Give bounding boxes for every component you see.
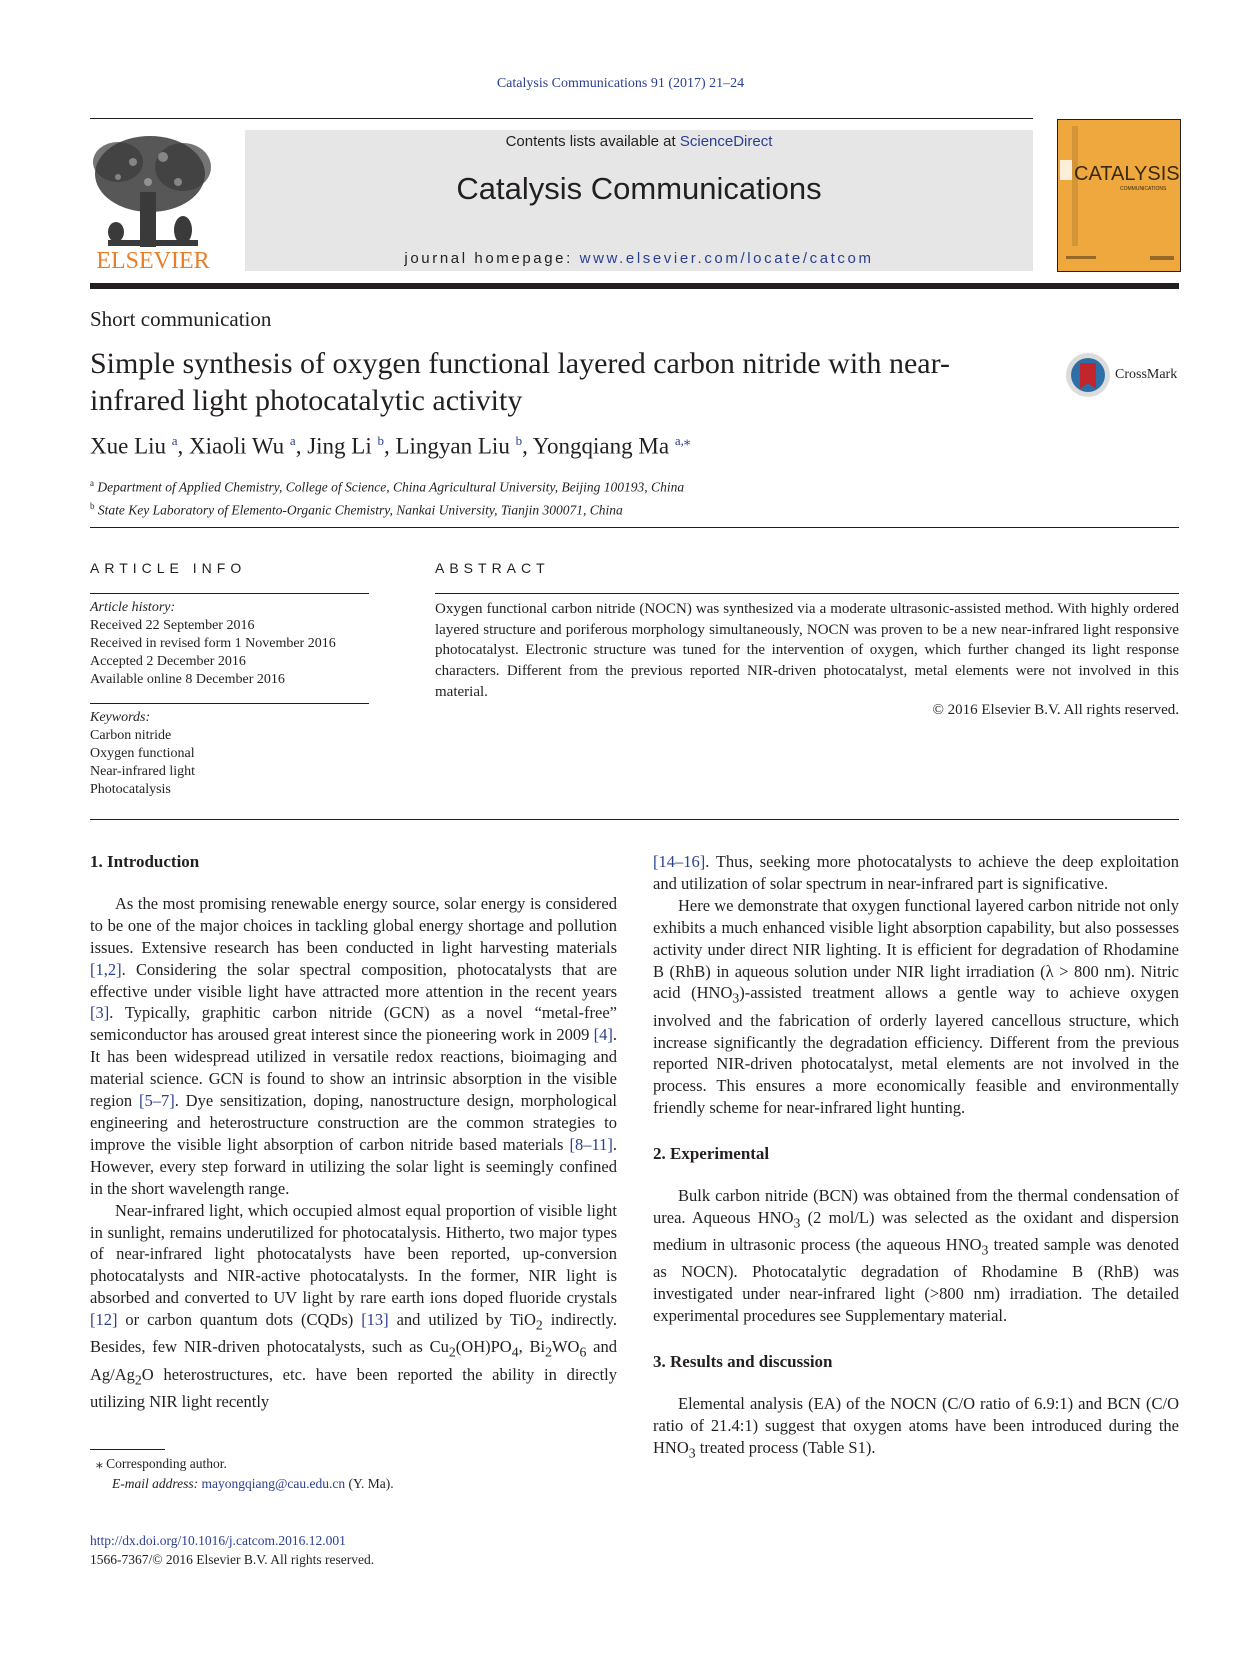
journal-homepage-link[interactable]: www.elsevier.com/locate/catcom <box>579 250 874 267</box>
abstract-copyright: © 2016 Elsevier B.V. All rights reserved. <box>932 702 1179 718</box>
citation-link[interactable]: [5–7] <box>138 1091 175 1111</box>
doi-link[interactable]: http://dx.doi.org/10.1016/j.catcom.2016.12.001 <box>90 1533 346 1548</box>
abstract-heading: ABSTRACT <box>435 560 550 576</box>
keywords-label: Keywords: <box>90 710 151 725</box>
body-right-column <box>653 851 1179 1464</box>
keyword: Near-infrared light <box>90 764 196 779</box>
footnotes <box>90 1454 394 1494</box>
doi-block <box>90 1531 374 1569</box>
paragraph: Bulk carbon nitride (BCN) was obtained from the thermal condensation of urea. Aqueous $HNO_3$ (2 mol/L) was selected as the oxidant and dispersion medium in ultrasonic process (the aqueous $HNO_3$ treated sample was denoted as NOCN). Photocatalytic degradation of Rhodamine B (RhB) was investigated under near-infrared light (>800 nm) irradiation. The detailed experimental procedures see Supplementary material. <box>653 1186 1180 1326</box>
svg-text:ELSEVIER: ELSEVIER <box>96 248 210 274</box>
citation-link[interactable]: [8–11] <box>569 1134 613 1154</box>
footnote-rule <box>90 1449 165 1450</box>
section-rule <box>90 527 1179 528</box>
info-rule <box>90 703 369 704</box>
journal-cover-image <box>1058 120 1180 271</box>
affiliations <box>90 474 684 519</box>
article-type: Short communication <box>90 307 272 331</box>
body-left-column <box>90 851 617 1413</box>
journal-cover[interactable] <box>1057 119 1181 272</box>
svg-text:CATALYSIS: CATALYSIS <box>1074 163 1180 185</box>
keyword: Oxygen functional <box>90 746 195 761</box>
section-heading: 3. Results and discussion <box>653 1352 833 1372</box>
author-name: Xiaoli Wu <box>189 433 285 459</box>
citation-link[interactable]: [13] <box>361 1310 389 1330</box>
crossmark-badge[interactable] <box>1065 352 1177 398</box>
svg-text:COMMUNICATIONS: COMMUNICATIONS <box>1120 186 1167 192</box>
info-rule <box>90 593 369 594</box>
elsevier-tree-icon <box>88 132 218 274</box>
author-list: Xue Liu $^a$, Xiaoli Wu $^a$, Jing Li $^b$, Lingyan Liu $^b$, Yongqiang Ma $^{a,⁎}$ <box>90 433 691 459</box>
section-rule <box>90 819 1179 820</box>
paragraph: Here we demonstrate that oxygen functional layered carbon nitride not only exhibits a much enhanced visible light absorption capability, but also possesses activity under direct NIR lighting. It is efficient for degradation of Rhodamine B (RhB) in aqueous solution under NIR light irradiation (λ > 800 nm). Nitric acid $(HNO_3)$-assisted treatment allows a gentle way to achieve oxygen involved and the fabrication of orderly layered cancellous structure, which increase significantly the degradation efficiency. Different from the previous reported NIR-driven photocatalyst, metal elements are not involved in the process. This ensures a more economically feasible and environmentally friendly scheme for near-infrared light hunting. <box>653 895 1179 1118</box>
author-name: Xue Liu <box>90 433 167 459</box>
history-item: Available online 8 December 2016 <box>90 672 285 687</box>
citation-link[interactable]: [12] <box>90 1310 118 1330</box>
crossmark-icon <box>1065 352 1111 398</box>
author-name: Jing Li <box>307 433 372 459</box>
citation-link[interactable]: [14–16] <box>653 852 706 871</box>
author-affiliation-mark[interactable]: a <box>289 433 296 448</box>
author-affiliation-mark[interactable]: b <box>377 433 384 448</box>
keyword: Carbon nitride <box>90 728 172 743</box>
citation-link[interactable]: [4] <box>593 1025 613 1045</box>
email-link[interactable]: mayongqiang@cau.edu.cn <box>201 1476 346 1491</box>
crossmark-label: CrossMark <box>1115 367 1178 382</box>
author-affiliation-mark[interactable]: a,⁎ <box>674 433 691 448</box>
header-thick-rule <box>90 283 1179 289</box>
sciencedirect-link[interactable]: ScienceDirect <box>679 133 773 150</box>
article-history <box>90 599 336 689</box>
paragraph: Elemental analysis (EA) of the NOCN (C/O ratio of 6.9:1) and BCN (C/O ratio of 21.4:1) suggest that oxygen atoms have been introduced during the $HNO_3$ treated process (Table S1). <box>653 1394 1179 1461</box>
abstract-rule <box>435 593 1179 594</box>
history-item: Received 22 September 2016 <box>90 618 255 633</box>
paragraph-continued: [14–16]. Thus, seeking more photocatalysts to achieve the deep exploitation and utilization of solar spectrum in near-infrared part is significative. <box>653 852 1179 893</box>
paragraph: As the most promising renewable energy source, solar energy is considered to be one of the major choices in tackling global energy shortage and pollution issues. Extensive research has been conducted in light harvesting materials [1,2]. Considering the solar spectral composition, photocatalysts that are effective under visible light have attracted more attention in the recent years [3]. Typically, graphitic carbon nitride (GCN) as a novel “metal-free” semiconductor has aroused great interest since the pioneering work in 2009 [4]. It has been widespread utilized in versatile redox reactions, bioimaging and material science. GCN is found to show an intrinsic absorption in the visible region [5–7]. Dye sensitization, doping, nanostructure design, morphological engineering and heterostructure construction are the common strategies to improve the visible light absorption of carbon nitride based materials [8–11]. However, every step forward in utilizing the solar light is seemingly confined in the short wavelength range. <box>90 893 617 1198</box>
citation-link[interactable]: [1,2] <box>90 959 122 979</box>
elsevier-logo <box>88 132 218 274</box>
journal-name: Catalysis Communications <box>456 171 822 206</box>
author-affiliation-mark[interactable]: b <box>515 433 523 448</box>
history-label: Article history: <box>90 600 176 615</box>
contents-line: Contents lists available at ScienceDirect <box>505 133 773 150</box>
header-rule <box>90 118 1033 119</box>
history-item: Accepted 2 December 2016 <box>90 654 246 669</box>
abstract-text: Oxygen functional carbon nitride (NOCN) was synthesized via a moderate ultrasonic-assisted method. With highly ordered layered structure and poriferous morphology simultaneously, NOCN was proven to be a new near-infrared light responsive photocatalyst. Electronic structure was tuned for the intervention of oxygen, which further changed its light response characters. Different from the previous reported NIR-driven photocatalyst, metal elements were not involved in this material. <box>435 601 1179 700</box>
journal-homepage: journal homepage: www.elsevier.com/locate/catcom <box>404 250 874 267</box>
author-affiliation-mark[interactable]: a <box>171 433 178 448</box>
history-item: Received in revised form 1 November 2016 <box>90 636 336 651</box>
corresponding-author-note: ⁎ Corresponding author. <box>96 1456 227 1471</box>
paragraph: Near-infrared light, which occupied almost equal proportion of visible light in sunlight, remains underutilized for photocatalysis. Hitherto, two major types of near-infrared light photocatalysts have been reported, up-conversion photocatalysts and NIR-active photocatalysts. In the former, NIR light is absorbed and converted to UV light by rare earth ions doped fluoride crystals [12] or carbon quantum dots (CQDs) [13] and utilized by TiO$_2$ indirectly. Besides, few NIR-driven photocatalysts, such as $Cu_2(OH)PO_4$, $Bi_2WO_6$ and $Ag/Ag_2O$ heterostructures, etc. have been reported the ability in directly utilizing NIR light recently <box>90 1200 617 1411</box>
author-name: Yongqiang Ma <box>532 433 670 459</box>
affiliation-b: $^b$ State Key Laboratory of Elemento-Organic Chemistry, Nankai University, Tianjin 300071, China <box>90 500 623 517</box>
keywords <box>90 709 195 799</box>
issn-line: 1566-7367/© 2016 Elsevier B.V. All rights reserved. <box>90 1552 375 1567</box>
citation-link[interactable]: [3] <box>90 1003 110 1023</box>
section-heading: 2. Experimental <box>653 1144 770 1164</box>
author-name: Lingyan Liu <box>395 433 510 459</box>
article-info-heading: ARTICLE INFO <box>90 560 247 576</box>
keyword: Photocatalysis <box>90 782 171 797</box>
article-title: Simple synthesis of oxygen functional layered carbon nitride with near-infrared light photocatalytic activity <box>90 347 950 417</box>
section-heading: 1. Introduction <box>90 852 200 871</box>
email-note: E-mail address: mayongqiang@cau.edu.cn (Y. Ma). <box>112 1476 394 1491</box>
affiliation-a: $^a$ Department of Applied Chemistry, College of Science, China Agricultural University, Beijing 100193, China <box>90 478 685 495</box>
journal-citation-link[interactable]: Catalysis Communications 91 (2017) 21–24 <box>496 76 745 91</box>
